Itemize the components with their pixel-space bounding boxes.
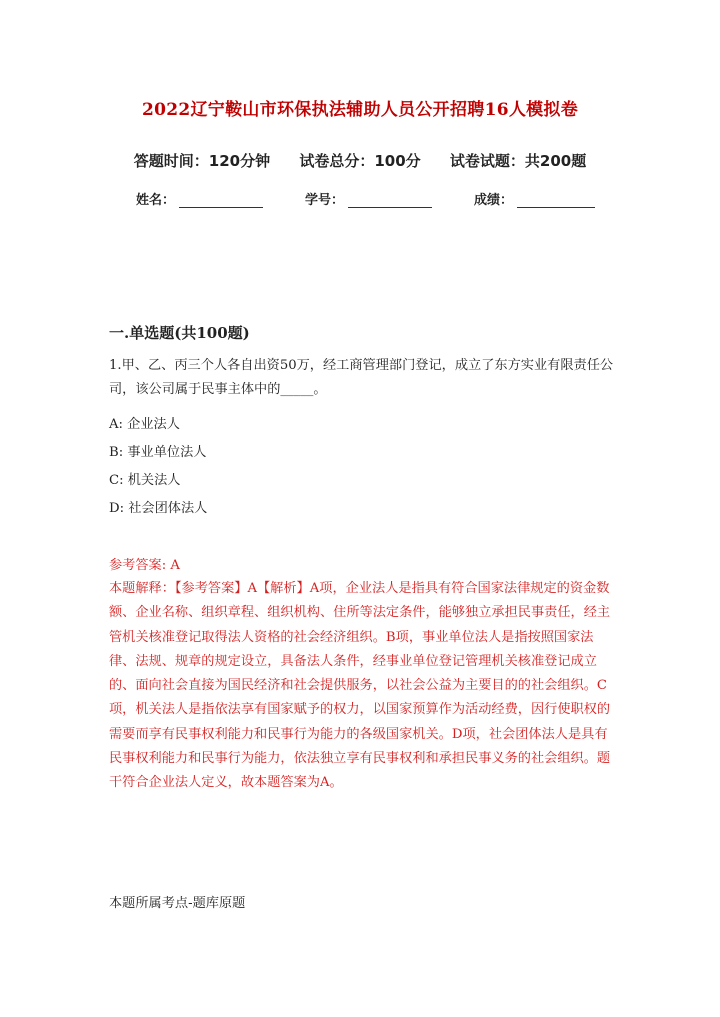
answer-explanation: 本题解释：【参考答案】A【解析】A项，企业法人是指具有符合国家法律规定的资金数额、企业名称、组织章程、组织机构、住所等法定条件，能够独立承担民事责任，经主管机关核准登记取得法人资格的社会经济组织。B项，事业单位法人是指按照国家法律、法规、规章的规定设立，具备法人条件，经事业单位登记管理机关核准登记成立的、面向社会直接为国民经济和社会提供服务，以社会公益为主要目的的社会组织。C项，机关法人是指依法享有国家赋予的权力，以国家预算作为活动经费，因行使职权的需要而享有民事权利能力和民事行为能力的各级国家机关。D项，社会团体法人是具有民事权利能力和民事行为能力，依法独立享有民事权利和承担民事义务的社会组织。题干符合企业法人定义，故本题答案为A。 — [109, 581, 611, 791]
question-source: 本题所属考点-题库原题 — [109, 896, 246, 911]
score-field[interactable] — [474, 189, 595, 208]
option-d[interactable]: D: 社会团体法人 — [109, 501, 208, 516]
section-title: 一.单选题(共100题) — [109, 324, 250, 342]
option-a[interactable]: A: 企业法人 — [109, 417, 180, 432]
id-blank[interactable] — [348, 195, 432, 208]
name-field[interactable] — [136, 189, 263, 208]
document-title: 2022辽宁鞍山市环保执法辅助人员公开招聘16人模拟卷 — [141, 100, 579, 120]
name-label: 姓名： — [136, 193, 176, 208]
score-label: 成绩： — [474, 193, 514, 208]
question-text: 1.甲、乙、丙三个人各自出资50万，经工商管理部门登记，成立了东方实业有限责任公司，该公司属于民事主体中的_____。 — [109, 358, 614, 398]
option-b[interactable]: B: 事业单位法人 — [109, 445, 207, 460]
score-blank[interactable] — [517, 195, 595, 208]
exam-meta — [0, 150, 720, 171]
name-blank[interactable] — [179, 195, 263, 208]
id-field[interactable] — [305, 189, 432, 208]
option-c[interactable]: C: 机关法人 — [109, 473, 181, 488]
exam-time: 答题时间：120分钟 — [133, 152, 271, 170]
id-label: 学号： — [305, 193, 345, 208]
exam-total-score: 试卷总分：100分 — [299, 152, 421, 170]
exam-question-count: 试卷试题：共200题 — [449, 152, 587, 170]
reference-answer: 参考答案: A — [109, 558, 180, 573]
